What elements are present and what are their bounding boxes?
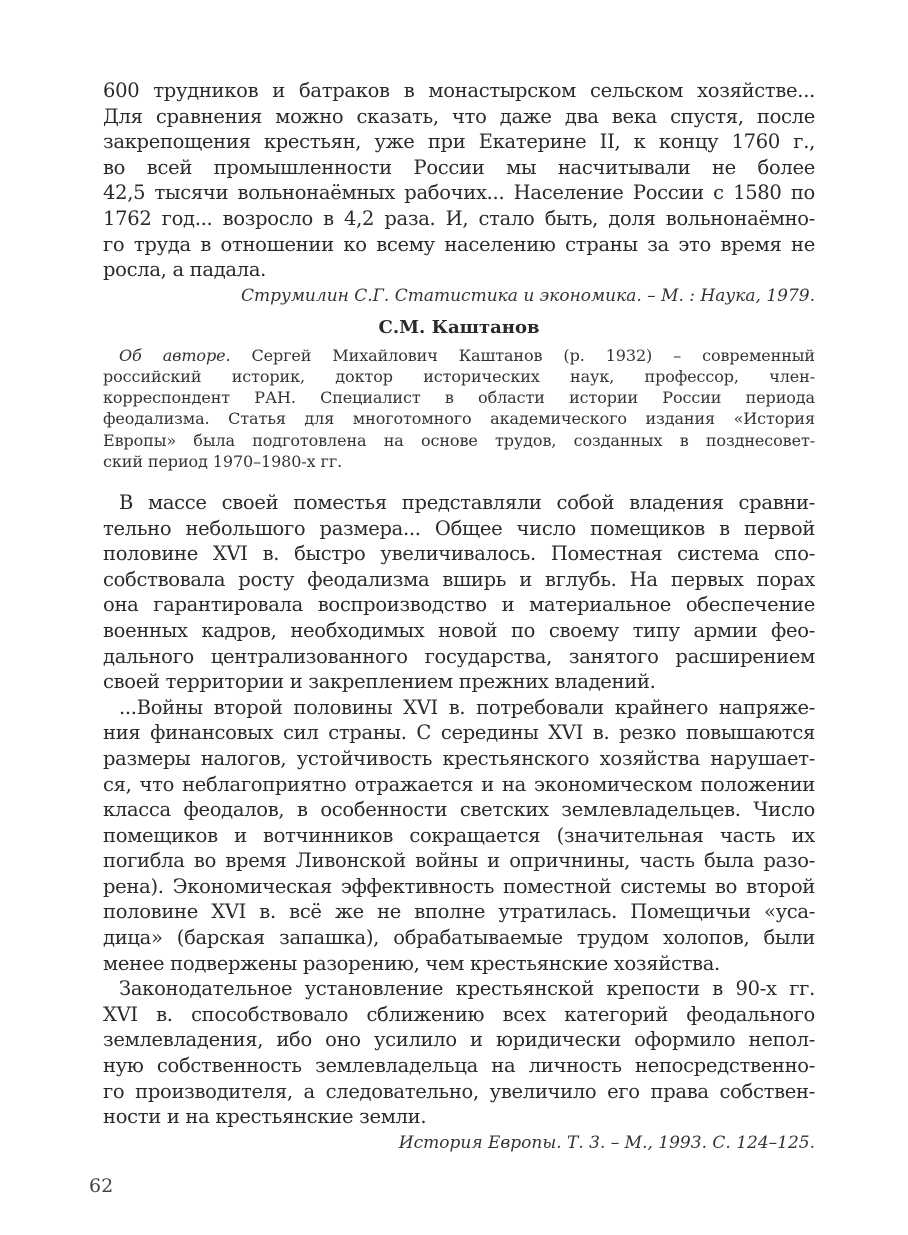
text-line: XVI в. способствовало сближению всех категорий феодального [103,1002,815,1026]
text-line: половине XVI в. всё же не вполне утратилась. Помещичьи «уса- [103,900,815,924]
text-line: менее подвержены разорению, чем крестьянские хозяйства. [103,951,720,975]
text-line: феодализма. Статья для многотомного академического издания «История [103,409,815,429]
text-line: землевладения, ибо оно усилило и юридически оформило непол- [103,1028,815,1052]
text-line: корреспондент РАН. Специалист в области истории России периода [103,388,815,408]
text-line: во всей промышленности России мы насчитывали не более [103,155,815,179]
about-author [103,345,815,472]
text-line: половине XVI в. быстро увеличивалось. Поместная система спо- [103,542,815,566]
text-line: класса феодалов, в особенности светских землевладельцев. Число [103,798,815,822]
text-line [103,345,815,366]
text-line: закрепощения крестьян, уже при Екатерине II, к концу 1760 г., [103,130,815,154]
about-label: Об авторе. [119,345,231,365]
text-line: Законодательное установление крестьянской крепости в 90-х гг. [119,977,815,1001]
text-line: ский период 1970–1980-х гг. [103,451,343,471]
text-line: 42,5 тысячи вольнонаёмных рабочих... Население России с 1580 по [103,181,815,205]
text-line: Для сравнения можно сказать, что даже два века спустя, после [103,104,815,128]
page-content [103,78,815,1154]
text-line: В массе своей поместья представляли собой владения сравни- [119,490,815,514]
text-line: собствовала росту феодализма вширь и вглубь. На первых порах [103,567,815,591]
text-line: го труда в отношении ко всему населению страны за это время не [103,232,815,256]
section-heading: С.М. Каштанов [378,316,540,338]
text-line: ния финансовых сил страны. С середины XVI в. резко повышаются [103,721,815,745]
text-fragment: Сергей Михайлович Каштанов (р. 1932) – современный [230,345,815,365]
text-line: 600 трудников и батраков в монастырском сельском хозяйстве... [103,79,815,102]
citation-history-of-europe: История Европы. Т. 3. – М., 1993. С. 124–125. [398,1132,815,1153]
text-line: своей территории и закреплением прежних владений. [103,670,656,694]
struminin-excerpt [103,78,815,283]
text-line: погибла во время Ливонской войны и опричнины, часть была разо- [103,849,815,873]
kashtanov-paragraph-1 [103,490,815,695]
text-line: тельно небольшого размера... Общее число помещиков в первой [103,516,815,540]
text-line: рена). Экономическая эффективность поместной системы во второй [103,874,815,898]
text-line: ную собственность землевладельца на личность непосредственно- [103,1054,815,1078]
text-line: она гарантировала воспроизводство и материальное обеспечение [103,593,815,617]
text-line: Европы» была подготовлена на основе трудов, созданных в позднесовет- [103,430,815,450]
text-line: размеры налогов, устойчивость крестьянского хозяйства нарушает- [103,746,815,770]
text-line: российский историк, доктор исторических наук, профессор, член- [103,366,815,386]
citation-struminin: Струмилин С.Г. Статистика и экономика. – М. : Наука, 1979. [240,285,815,306]
text-line: 1762 год... возросло в 4,2 раза. И, стало быть, доля вольнонаёмно- [103,206,815,230]
text-line: ности и на крестьянские земли. [103,1105,427,1129]
text-line: дального централизованного государства, занятого расширением [103,644,815,668]
kashtanov-paragraph-3 [103,976,815,1130]
page-number: 62 [89,1175,114,1197]
text-line: военных кадров, необходимых новой по своему типу армии фео- [103,618,815,642]
text-line: помещиков и вотчинников сокращается (значительная часть их [103,823,815,847]
text-line: ...Войны второй половины XVI в. потребовали крайнего напряже- [119,695,815,719]
text-line: го производителя, а следовательно, увеличило его права собствен- [103,1079,815,1103]
text-line: росла, а падала. [103,258,267,282]
text-line: дица» (барская запашка), обрабатываемые трудом холопов, были [103,926,815,950]
text-line: ся, что неблагоприятно отражается и на экономическом положении [103,772,815,796]
kashtanov-paragraph-2 [103,695,815,977]
